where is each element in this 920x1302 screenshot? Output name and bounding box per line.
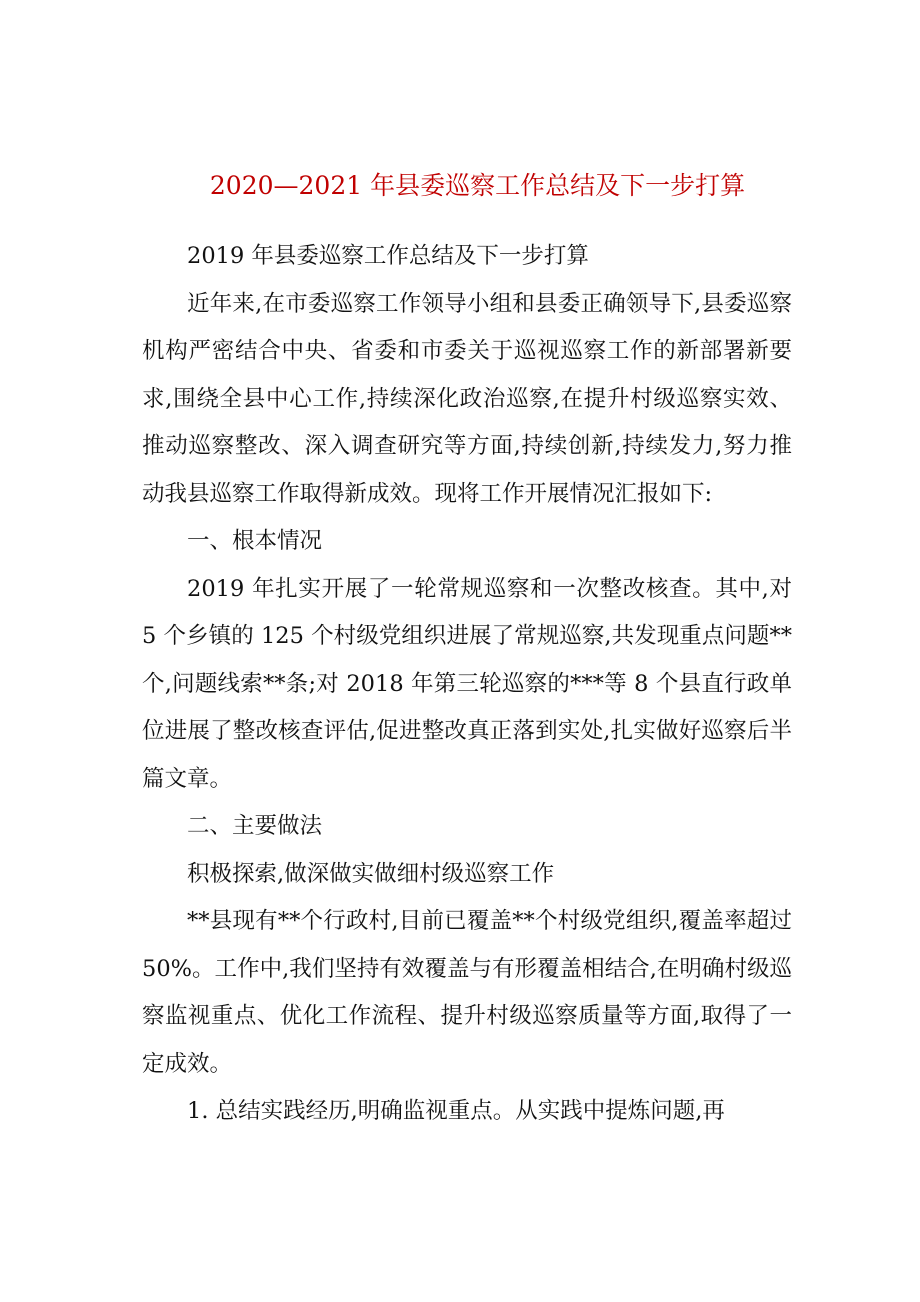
section-heading-main-practices: 二、主要做法 (187, 813, 323, 839)
document-title: 2020—2021 年县委巡察工作总结及下一步打算 (209, 171, 746, 200)
paragraph-intro: 近年来,在市委巡察工作领导小组和县委正确领导下,县委巡察机构严密结合中央、省委和市委关于巡视巡察工作的新部署新要求,围绕全县中心工作,持续深化政治巡察,在提升村级巡察实效、推动巡察整改、深入调查研究等方面,持续创新,持续发力,努力推动我县巡察工作取得新成效。现将工作开展情况汇报如下: (142, 290, 792, 507)
section-heading-basic-situation: 一、根本情况 (187, 528, 323, 554)
document-body (142, 233, 792, 1136)
paragraph-subtitle: 2019 年县委巡察工作总结及下一步打算 (187, 243, 589, 269)
paragraph-basic-situation: 2019 年扎实开展了一轮常规巡察和一次整改核查。其中,对 5 个乡镇的 125 个村级党组织进展了常规巡察,共发现重点问题**个,问题线索**条;对 2018 年第三轮巡察的***等 8 个县直行政单位进展了整改核查评估,促进整改真正落到实处,扎实做好巡察后半篇文章。 (142, 575, 792, 792)
paragraph-coverage: **县现有**个行政村,目前已覆盖**个村级党组织,覆盖率超过 50%。工作中,我们坚持有效覆盖与有形覆盖相结合,在明确村级巡察监视重点、优化工作流程、提升村级巡察质量等方面,取得了一定成效。 (142, 908, 792, 1077)
subheading-village-inspection: 积极探索,做深做实做细村级巡察工作 (187, 860, 555, 887)
paragraph-item-1: 1. 总结实践经历,明确监视重点。从实践中提炼问题,再 (187, 1098, 725, 1124)
